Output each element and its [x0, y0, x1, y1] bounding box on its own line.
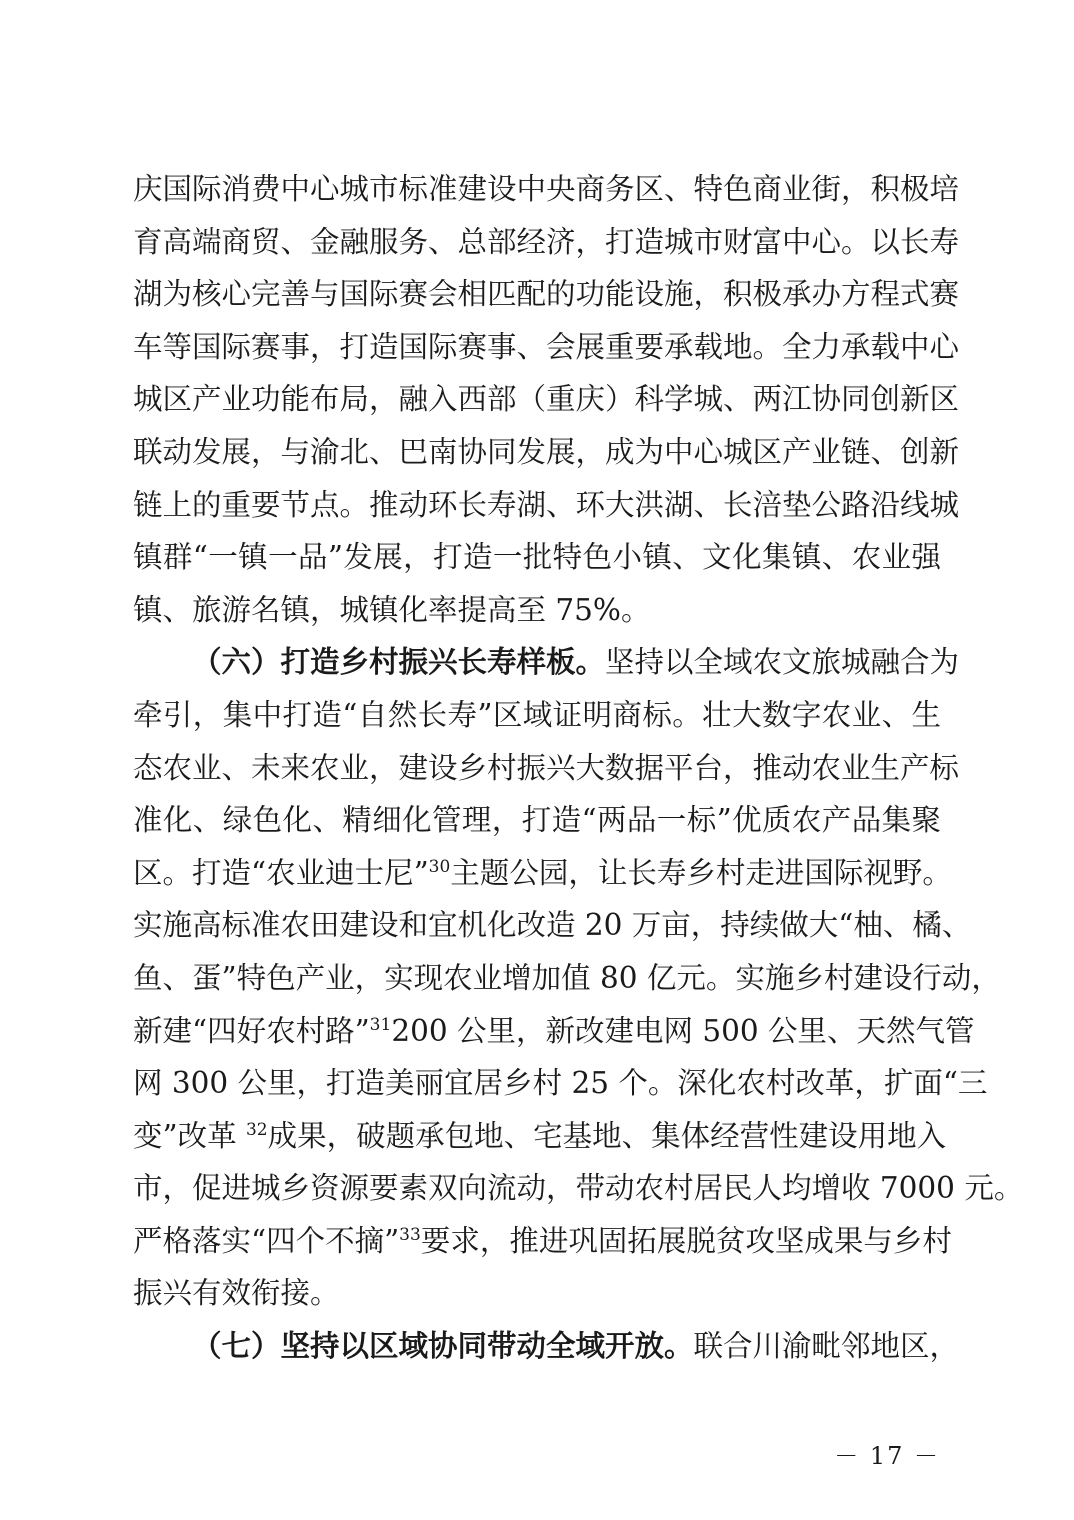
- text-line: 庆国际消费中心城市标准建设中央商务区、特色商业街，积极培: [133, 172, 960, 206]
- text-run: 严格落实“四个不摘”: [133, 1223, 400, 1258]
- section-heading-six: （六）打造乡村振兴长寿样板。: [192, 644, 606, 680]
- text-line: [133, 1110, 947, 1163]
- text-run: 新建“四好农村路”: [133, 1013, 370, 1048]
- text-line: [133, 1005, 975, 1058]
- text-line: 车等国际赛事，打造国际赛事、会展重要承载地。全力承载中心: [133, 329, 960, 364]
- text-line: 市，促进城乡资源要素双向流动，带动农村居民人均增收 7000 元。: [133, 1171, 1024, 1206]
- paragraph-regional-cooperation: [133, 1320, 960, 1373]
- text-run: 坚持以全域农文旅城融合为: [605, 645, 960, 680]
- text-line: 准化、绿色化、精细化管理，打造“两品一标”优质农产品集聚: [133, 803, 941, 838]
- text-run: 主题公园，让长寿乡村走进国际视野。: [450, 855, 952, 890]
- document-body: [133, 163, 1024, 1373]
- text-line: 联动发展，与渝北、巴南协同发展，成为中心城区产业链、创新: [133, 434, 960, 469]
- text-line: 振兴有效衔接。: [133, 1276, 340, 1311]
- footnote-ref-31: 31: [369, 1014, 392, 1035]
- text-line: 链上的重要节点。推动环长寿湖、环大洪湖、长涪垫公路沿线城: [133, 487, 960, 522]
- text-line: 湖为核心完善与国际赛会相匹配的功能设施，积极承办方程式赛: [133, 277, 960, 312]
- footnote-ref-30: 30: [428, 856, 451, 877]
- text-line: [133, 636, 960, 689]
- footnote-ref-32: 32: [245, 1119, 268, 1140]
- text-run: 成果，破题承包地、宅基地、集体经营性建设用地入: [267, 1118, 947, 1153]
- page-number: － 17 －: [834, 1442, 940, 1470]
- text-line: 实施高标准农田建设和宜机化改造 20 万亩，持续做大“柚、橘、: [133, 908, 972, 943]
- text-line: 牵引，集中打造“自然长寿”区域证明商标。壮大数字农业、生: [133, 697, 941, 732]
- text-line: 镇群“一镇一品”发展，打造一批特色小镇、文化集镇、农业强: [133, 540, 941, 575]
- text-line: 镇、旅游名镇，城镇化率提高至 75%。: [133, 592, 651, 627]
- text-run: 变”改革: [133, 1118, 246, 1153]
- text-line: 育高端商贸、金融服务、总部经济，打造城市财富中心。以长寿: [133, 224, 960, 259]
- text-line: [133, 1215, 952, 1268]
- text-run: 要求，推进巩固拓展脱贫攻坚成果与乡村: [420, 1223, 952, 1258]
- paragraph-rural-revitalization: [133, 636, 1024, 1320]
- text-line: 态农业、未来农业，建设乡村振兴大数据平台，推动农业生产标: [133, 750, 960, 785]
- section-heading-seven: （七）坚持以区域协同带动全域开放。: [192, 1328, 694, 1364]
- text-line: [133, 1320, 960, 1373]
- text-line: 城区产业功能布局，融入西部（重庆）科学城、两江协同创新区: [133, 382, 960, 417]
- text-run: 区。打造“农业迪士尼”: [133, 855, 429, 890]
- text-line: 网 300 公里，打造美丽宜居乡村 25 个。深化农村改革，扩面“三: [133, 1066, 988, 1101]
- text-line: 鱼、蛋”特色产业，实现农业增加值 80 亿元。实施乡村建设行动，: [133, 960, 1001, 995]
- paragraph-city-center: [133, 163, 960, 636]
- text-run: 联合川渝毗邻地区，: [693, 1329, 960, 1364]
- text-line: [133, 847, 952, 900]
- footnote-ref-33: 33: [399, 1224, 421, 1245]
- text-run: 200 公里，新改建电网 500 公里、天然气管: [391, 1013, 975, 1048]
